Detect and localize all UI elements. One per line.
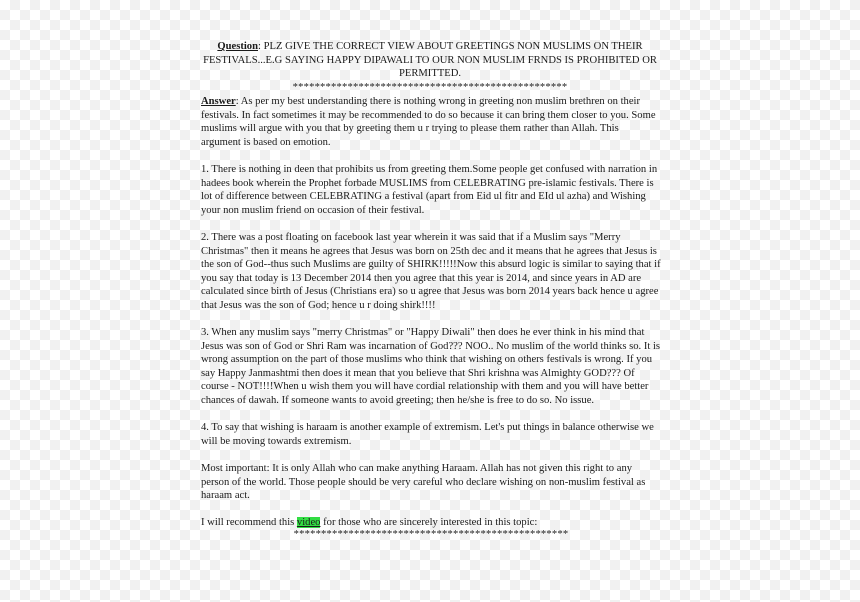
answer-body — [201, 95, 661, 542]
question-separator: ************************************************** — [292, 81, 568, 93]
bottom-separator: ************************************************** — [293, 529, 569, 540]
recommend-after: for those who are sincerely interested in this topic: — [320, 517, 538, 529]
point-4: 4. To say that wishing is haraam is another example of extremism. Let's put things in balance otherwise we will be moving towards extremism. — [201, 422, 654, 447]
video-link[interactable]: video — [296, 517, 321, 529]
question-block — [200, 40, 660, 94]
point-3: 3. When any muslim says "merry Christmas" or "Happy Diwali" then does he ever think in his mind that Jesus was son of God or Shri Ram was incarnation of God??? NOO.. No muslim of the world thinks so. It is wrong assumption on the part of those muslims who think that wishing on others festivals is wrong. If you say Happy Janmashtmi then does it mean that you believe that Shri krishna was Almighty GOD??? Of course - NOT!!!!When u wish them you will have cordial relationship with them and you will have better chances of dawah. If someone wants to avoid greeting; then he/she is free to do so. No issue. — [201, 327, 661, 407]
question-text: : PLZ GIVE THE CORRECT VIEW ABOUT GREETINGS NON MUSLIMS ON THEIR FESTIVALS...E.G SAYING HAPPY DIPAWALI TO OUR NON MUSLIM FRNDS IS PROHIBITED OR PERMITTED. — [203, 41, 657, 80]
answer-paragraph — [201, 95, 661, 149]
answer-label: Answer — [201, 96, 236, 107]
answer-intro: : As per my best understanding there is nothing wrong in greeting non muslim brethren on their festivals. In fact sometimes it may be recommended to do so because it can bring them closer to you. Some muslims will argue with you that by greeting them u r trying to please them rather than Allah. This argument is based on emotion. — [201, 96, 656, 148]
conclusion-paragraph: Most important: It is only Allah who can make anything Haraam. Allah has not given this right to any person of the world. Those people should be very careful who declare wishing on non-muslim festival as haraam act. — [201, 463, 646, 502]
point-2: 2. There was a post floating on facebook last year wherein it was said that if a Muslim says "Merry Christmas" then it means he agrees that Jesus was born on 25th dec and it means that he agrees that Jesus is the son of God--thus such Muslims are guilty of SHIRK!!!!!Now this absurd logic is similar to saying that if you say that today is 13 December 2014 then you agree that this year is 2014, and since years in AD are calculated since birth of Jesus (Christians era) so u agree that Jesus was born 2014 years back hence u agree that Jesus was the son of God; hence u r doing shirk!!!! — [201, 231, 661, 311]
question-label: Question — [217, 41, 258, 52]
recommend-before: I will recommend this — [201, 517, 297, 529]
point-1: 1. There is nothing in deen that prohibits us from greeting them.Some people get confused with narration in hadees book wherein the Prophet forbade MUSLIMS from CELEBRATING pre-islamic festivals. There is lot of difference between CELEBRATING a festival (apart from Eid ul fitr and EId ul azha) and Wishing your non muslim friend on occasion of their festival. — [201, 163, 658, 216]
